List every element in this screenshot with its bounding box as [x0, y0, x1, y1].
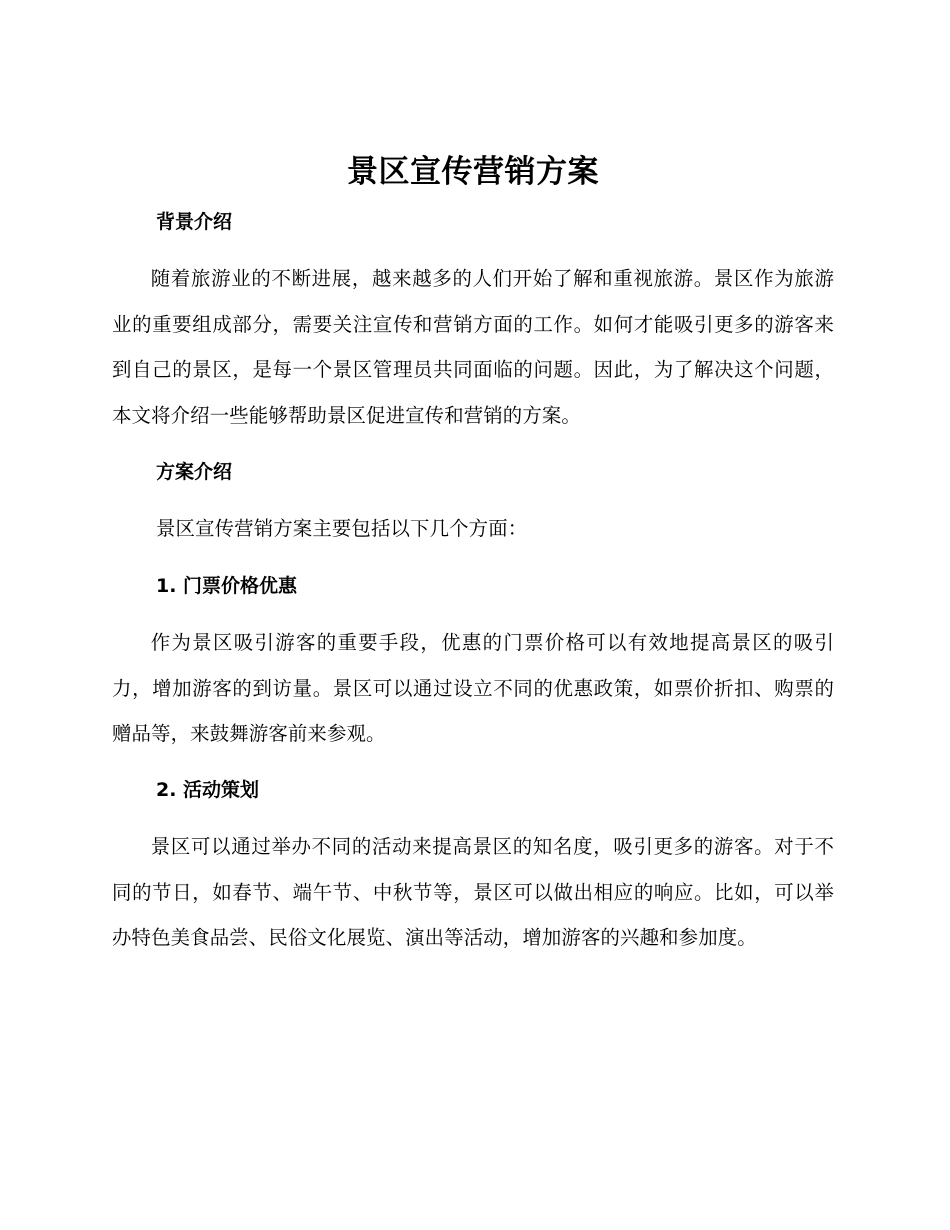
paragraph-item2: 景区可以通过举办不同的活动来提高景区的知名度，吸引更多的游客。对于不同的节日，如春节、端午节、中秋节等，景区可以做出相应的响应。比如，可以举办特色美食品尝、民俗文化展览、演出等活动，增加游客的兴趣和参加度。 — [112, 835, 834, 949]
section-heading-item2: 2. 活动策划 — [156, 779, 260, 801]
paragraph-item1: 作为景区吸引游客的重要手段，优惠的门票价格可以有效地提高景区的吸引力，增加游客的到访量。景区可以通过设立不同的优惠政策，如票价折扣、购票的赠品等，来鼓舞游客前来参观。 — [112, 631, 834, 745]
section-heading-background: 背景介绍 — [156, 211, 233, 233]
section-heading-plan: 方案介绍 — [156, 461, 233, 483]
paragraph-plan-intro: 景区宣传营销方案主要包括以下几个方面： — [156, 517, 528, 540]
paragraph-background: 随着旅游业的不断进展，越来越多的人们开始了解和重视旅游。景区作为旅游业的重要组成部分，需要关注宣传和营销方面的工作。如何才能吸引更多的游客来到自己的景区，是每一个景区管理员共同面临的问题。因此，为了解决这个问题，本文将介绍一些能够帮助景区促进宣传和营销的方案。 — [112, 267, 834, 427]
document-title: 景区宣传营销方案 — [347, 154, 599, 190]
section-heading-item1: 1. 门票价格优惠 — [156, 575, 298, 597]
